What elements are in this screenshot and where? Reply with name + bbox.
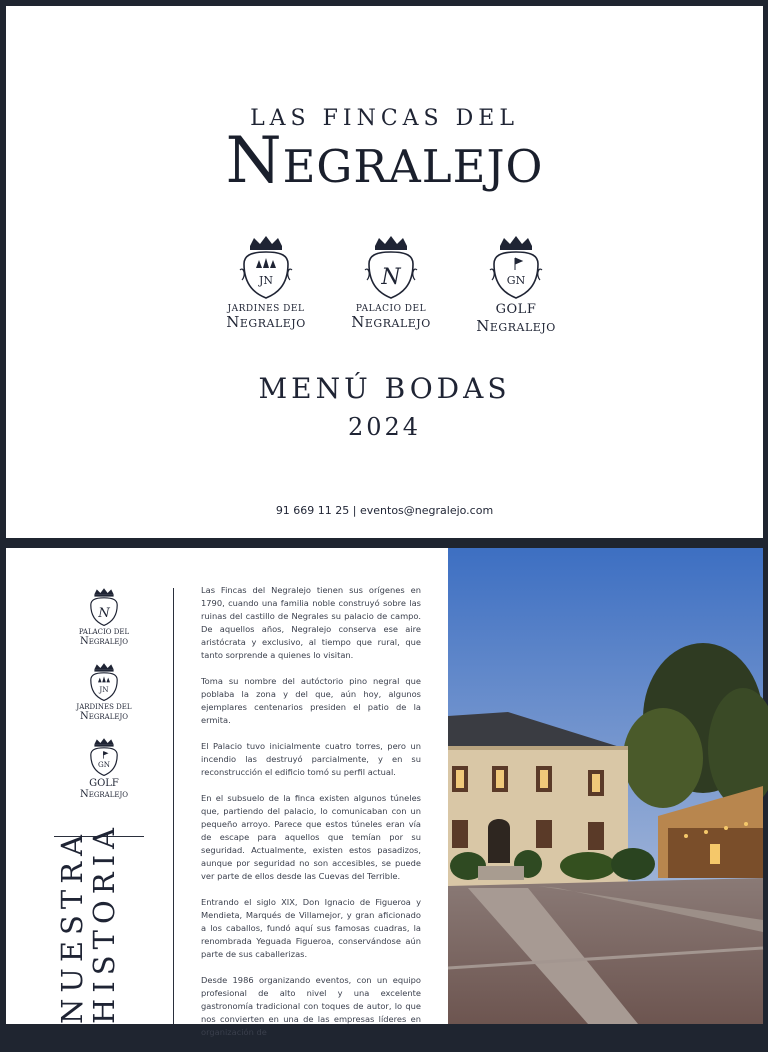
side-crest-palacio-icon <box>86 588 122 628</box>
side-logo-jardines-line2: Negralejo <box>79 711 129 722</box>
history-paragraph: Entrando el siglo XIX, Don Ignacio de Figueroa y Mendieta, Marqués de Villamejor, y gran aficionado a los caballos, fundó aquí sus famosas cuadras, la renombrada Yeguada Figueroa, conservándose aún parte de sus caballerizas. <box>201 897 421 959</box>
crest-golf <box>461 236 571 346</box>
svg-text:N: N <box>98 606 110 621</box>
side-logo-palacio <box>56 588 152 647</box>
svg-text:GN: GN <box>97 760 111 769</box>
crest-palacio <box>336 236 446 346</box>
svg-text:N: N <box>381 265 401 290</box>
section-title-line2: HISTORIA <box>87 822 121 1024</box>
menu-year: 2024 <box>347 413 422 441</box>
crest-row <box>211 236 571 346</box>
menu-title: MENÚ BODAS <box>258 372 511 405</box>
side-logo-palacio-line1: PALACIO DEL <box>78 628 130 636</box>
crest-palacio-line2: Negralejo <box>351 313 431 331</box>
crest-golf-line1: GOLF <box>495 302 537 317</box>
svg-text:JN: JN <box>99 685 109 694</box>
brand-title: Negralejo <box>225 124 544 198</box>
crest-jardines <box>211 236 321 346</box>
contact-line: 91 669 11 25 | eventos@negralejo.com <box>275 504 494 517</box>
history-page <box>6 548 763 1037</box>
side-crest-golf-icon <box>86 738 122 778</box>
history-paragraph: Las Fincas del Negralejo tienen sus orígenes en 1790, cuando una familia noble construyó sobre las ruinas del castillo de Negrales su palacio de campo. De aquellos años, Negralejo conserva ese aire aristócrata y exclusivo, al tiempo que rural, que tanto sorprende a quienes lo visitan. <box>201 585 421 660</box>
side-logo-column <box>56 588 152 816</box>
side-logo-golf-line1: GOLF <box>89 778 119 789</box>
crest-golf-icon <box>486 236 546 302</box>
side-logo-golf <box>56 738 152 800</box>
side-logo-golf-line2: Negralejo <box>79 789 129 800</box>
history-text <box>201 584 421 1052</box>
crest-jardines-icon <box>236 236 296 302</box>
section-title <box>56 822 120 1024</box>
palace-photo <box>448 548 763 1024</box>
crest-palacio-icon <box>361 236 421 302</box>
side-crest-jardines-icon <box>86 663 122 703</box>
divider-vertical <box>173 588 174 1024</box>
history-paragraph: Toma su nombre del autóctorio pino negral que poblaba la zona y del que, aún hoy, algunos ejemplares centenarios presiden el patio de la ermita. <box>201 676 421 725</box>
side-logo-jardines <box>56 663 152 722</box>
crest-palacio-line1: PALACIO DEL <box>355 304 427 314</box>
svg-text:JN: JN <box>258 274 274 287</box>
crest-jardines-line1: JARDINES DEL <box>227 304 305 314</box>
history-paragraph: El Palacio tuvo inicialmente cuatro torres, pero un incendio las destruyó parcialmente, y en su reconstrucción el edificio tomó su perfil actual. <box>201 741 421 777</box>
section-title-line1: NUESTRA <box>55 829 89 1024</box>
cover-page <box>6 6 763 538</box>
history-paragraph: Desde 1986 organizando eventos, con un equipo profesional de alto nivel y una excelente gastronomía tradicional con toques de autor, lo que nos convierten en una de las empresas líderes en organización de <box>201 975 421 1037</box>
side-logo-palacio-line2: Negralejo <box>79 636 129 647</box>
brand-subtitle: LAS FINCAS DEL <box>250 106 519 131</box>
crest-jardines-line2: Negralejo <box>226 313 306 331</box>
history-paragraph: En el subsuelo de la finca existen algunos túneles que, partiendo del palacio, lo comunicaban con un pequeño arroyo. Parece que estos túneles eran vía de escape para aquellos que temían por su seguridad. Actualmente, existen estos pasadizos, aunque por seguridad no son accesibles, se puede ver parte de ellos desde las Cuevas del Terrible. <box>201 793 421 881</box>
side-logo-jardines-line1: JARDINES DEL <box>76 703 132 711</box>
svg-text:GN: GN <box>506 274 526 287</box>
palace-photo-image <box>448 548 763 1024</box>
crest-golf-line2: Negralejo <box>476 317 556 335</box>
